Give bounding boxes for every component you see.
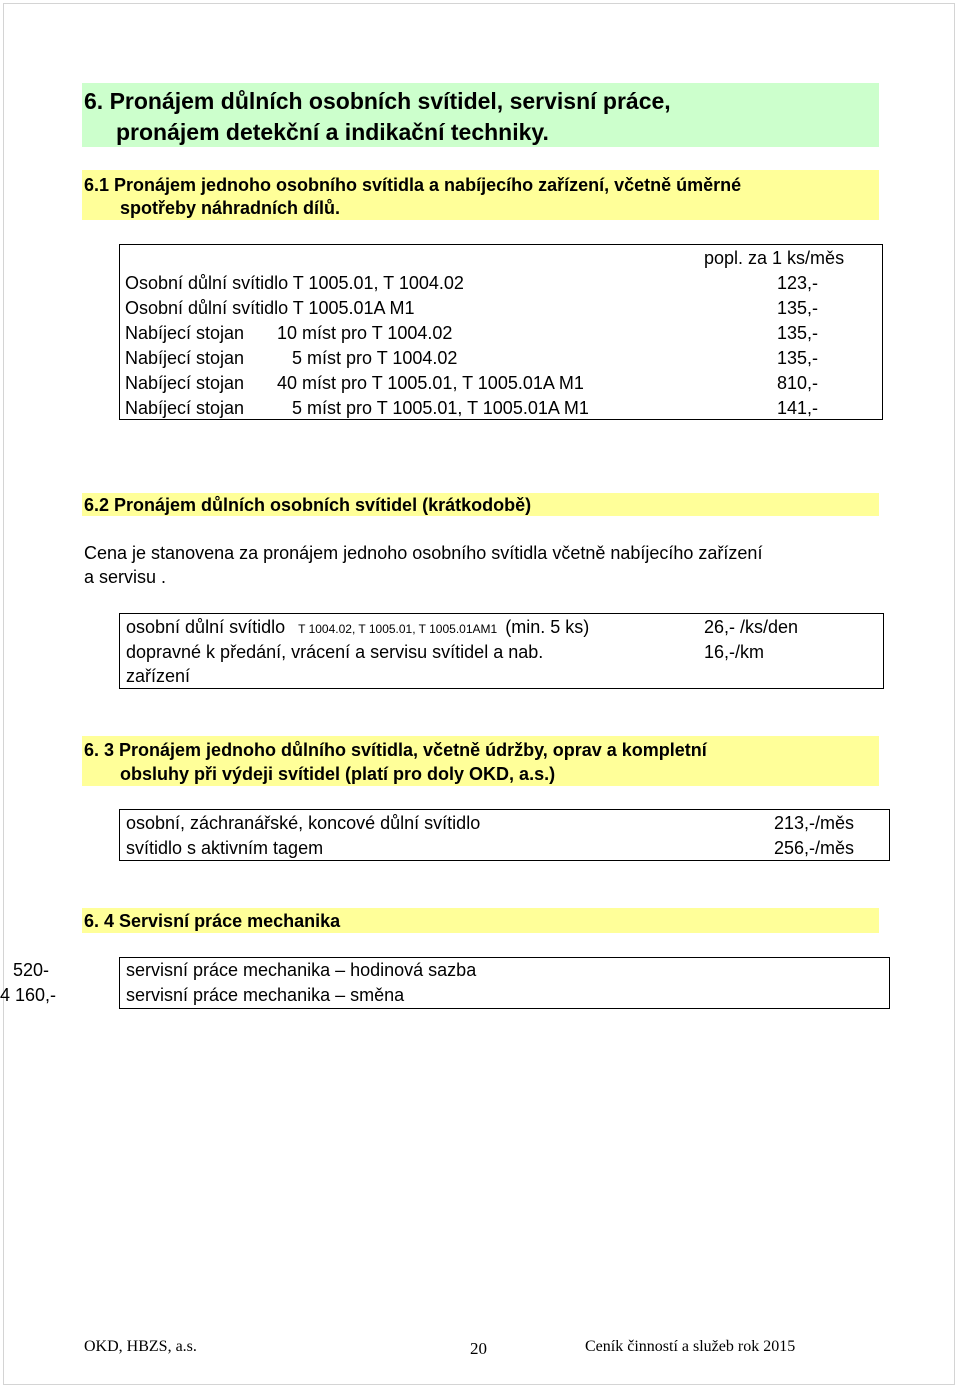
row-price: 256,-/měs — [774, 838, 855, 858]
row-spec: 5 míst pro T 1004.02 — [292, 348, 458, 368]
row-item: servisní práce mechanika – hodinová sazba — [126, 960, 477, 980]
row-item: Nabíjecí stojan — [125, 398, 245, 418]
row-item: Nabíjecí stojan — [125, 373, 245, 393]
row-item: servisní práce mechanika – směna — [126, 985, 405, 1005]
section-6-2-heading: 6.2 Pronájem důlních osobních svítidel (krátkodobě) — [84, 495, 532, 515]
footer-document-title: Ceník činností a služeb rok 2015 — [585, 1338, 796, 1355]
section-6-3-heading-line1: 6. 3 Pronájem jednoho důlního svítidla, včetně údržby, oprav a kompletní — [84, 740, 707, 760]
section-6-2-table — [119, 613, 884, 689]
row-price: 213,-/měs — [774, 813, 855, 833]
row-spec: 40 míst pro T 1005.01, T 1005.01A M1 — [277, 373, 584, 393]
row-item-line1: dopravné k předání, vrácení a servisu svítidel a nab. — [126, 642, 544, 662]
row-price: 4 160,- — [0, 985, 56, 1005]
row-item: Osobní důlní svítidlo T 1005.01, T 1004.02 — [125, 273, 464, 293]
section-6-1-table — [119, 244, 883, 420]
row-price: 26,- /ks/den — [704, 617, 799, 637]
row-models: T 1004.02, T 1005.01, T 1005.01AM1 — [298, 622, 498, 636]
section-6-2-paragraph-line1: Cena je stanovena za pronájem jednoho osobního svítidla včetně nabíjecího zařízení — [84, 543, 763, 563]
row-item: osobní, záchranářské, koncové důlní svítidlo — [126, 813, 481, 833]
section-6-4-table — [0, 957, 890, 1009]
row-price: 123,- — [777, 273, 819, 293]
row-item: Osobní důlní svítidlo T 1005.01A M1 — [125, 298, 415, 318]
row-item: Nabíjecí stojan — [125, 323, 245, 343]
row-price: 16,-/km — [704, 642, 765, 662]
section-6-heading-line1: 6. Pronájem důlních osobních svítidel, servisní práce, — [84, 88, 671, 114]
row-item-line2: zařízení — [126, 666, 191, 686]
section-6-4-heading: 6. 4 Servisní práce mechanika — [84, 911, 341, 931]
row-item: svítidlo s aktivním tagem — [126, 838, 324, 858]
section-6-2-paragraph-line2: a servisu . — [84, 567, 167, 587]
row-price: 520- — [12, 960, 49, 980]
row-price: 810,- — [777, 373, 819, 393]
footer-company: OKD, HBZS, a.s. — [84, 1338, 197, 1355]
row-item: Nabíjecí stojan — [125, 348, 245, 368]
row-min-qty: (min. 5 ks) — [505, 617, 590, 637]
row-spec: 10 míst pro T 1004.02 — [277, 323, 453, 343]
section-6-3-heading-line2: obsluhy při výdeji svítidel (platí pro doly OKD, a.s.) — [120, 764, 556, 784]
footer-page-number: 20 — [470, 1339, 487, 1358]
row-spec: 5 míst pro T 1005.01, T 1005.01A M1 — [292, 398, 589, 418]
section-6-heading-line2: pronájem detekční a indikační techniky. — [116, 119, 549, 145]
row-price: 141,- — [777, 398, 819, 418]
row-price: 135,- — [777, 348, 819, 368]
section-6-1-heading-line1: 6.1 Pronájem jednoho osobního svítidla a nabíjecího zařízení, včetně úměrné — [84, 175, 742, 195]
table-row — [126, 615, 589, 642]
table-column-header: popl. za 1 ks/měs — [704, 248, 845, 268]
section-6-3-table — [119, 809, 890, 861]
row-price: 135,- — [777, 323, 819, 343]
row-item: osobní důlní svítidlo — [126, 617, 286, 637]
section-6-1-heading-line2: spotřeby náhradních dílů. — [120, 198, 341, 218]
row-price: 135,- — [777, 298, 819, 318]
